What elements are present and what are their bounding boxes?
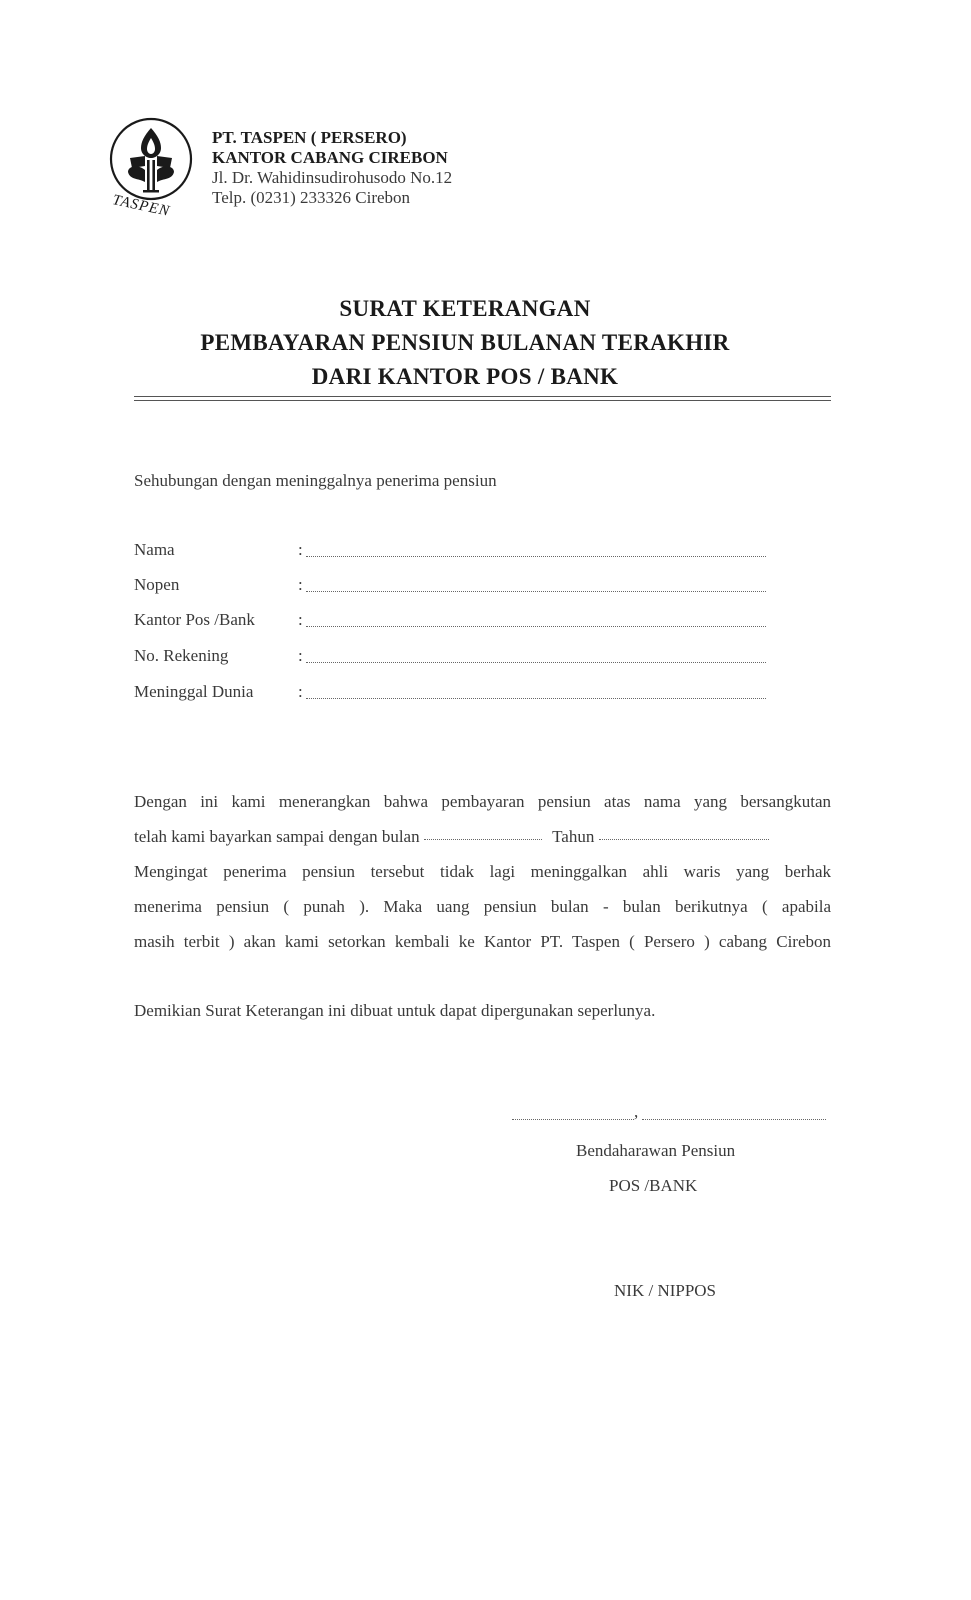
paragraph-line-2-b: Tahun [552,827,595,846]
logo-text: TASPEN [111,192,172,220]
field-colon: : [298,646,303,665]
field-label-nama: Nama [134,540,175,559]
place-blank[interactable] [512,1119,634,1120]
closing-text: Demikian Surat Keterangan ini dibuat untuk dapat dipergunakan seperlunya. [134,1001,656,1020]
paragraph-line-4: menerima pensiun ( punah ). Maka uang pensiun bulan - bulan berikutnya ( apabila [134,897,831,916]
field-label-nopen: Nopen [134,575,180,594]
field-colon: : [298,575,303,594]
title-line-1: SURAT KETERANGAN [339,296,591,321]
year-blank[interactable] [599,839,769,840]
title-rule-top [134,396,831,397]
title-line-3: DARI KANTOR POS / BANK [311,364,619,389]
paragraph-line-3: Mengingat penerima pensiun tersebut tidak lagi meninggalkan ahli waris yang berhak [134,862,831,881]
field-label-kantor: Kantor Pos /Bank [134,610,255,629]
signer-office: POS /BANK [609,1176,698,1195]
field-input-meninggal[interactable] [306,698,766,699]
paragraph-line-1: Dengan ini kami menerangkan bahwa pembayaran pensiun atas nama yang bersangkutan [134,792,831,811]
intro-text: Sehubungan dengan meninggalnya penerima pensiun [134,471,497,490]
field-input-nama[interactable] [306,556,766,557]
phone: Telp. (0231) 233326 Cirebon [212,188,411,207]
paragraph-line-2-a: telah kami bayarkan sampai dengan bulan [134,827,420,846]
paragraph-line-5: masih terbit ) akan kami setorkan kembali ke Kantor PT. Taspen ( Persero ) cabang Cirebon [134,932,831,951]
field-colon: : [298,682,303,701]
field-input-kantor[interactable] [306,626,766,627]
field-label-rekening: No. Rekening [134,646,229,665]
title-line-2: PEMBAYARAN PENSIUN BULANAN TERAKHIR [200,330,730,355]
letterhead [212,128,452,208]
place-date-comma: , [634,1102,639,1121]
address: Jl. Dr. Wahidinsudirohusodo No.12 [212,168,453,187]
branch-name: KANTOR CABANG CIREBON [212,148,448,167]
signer-id-label: NIK / NIPPOS [614,1281,717,1300]
paragraph-line-2 [134,819,831,854]
company-name: PT. TASPEN ( PERSERO) [212,128,407,147]
signer-role: Bendaharawan Pensiun [576,1141,736,1160]
taspen-logo [108,116,194,224]
date-blank[interactable] [642,1119,826,1120]
title-rule-bottom [134,400,831,401]
field-input-nopen[interactable] [306,591,766,592]
field-input-rekening[interactable] [306,662,766,663]
month-blank[interactable] [424,839,542,840]
field-colon: : [298,610,303,629]
field-label-meninggal: Meninggal Dunia [134,682,254,701]
field-colon: : [298,540,303,559]
